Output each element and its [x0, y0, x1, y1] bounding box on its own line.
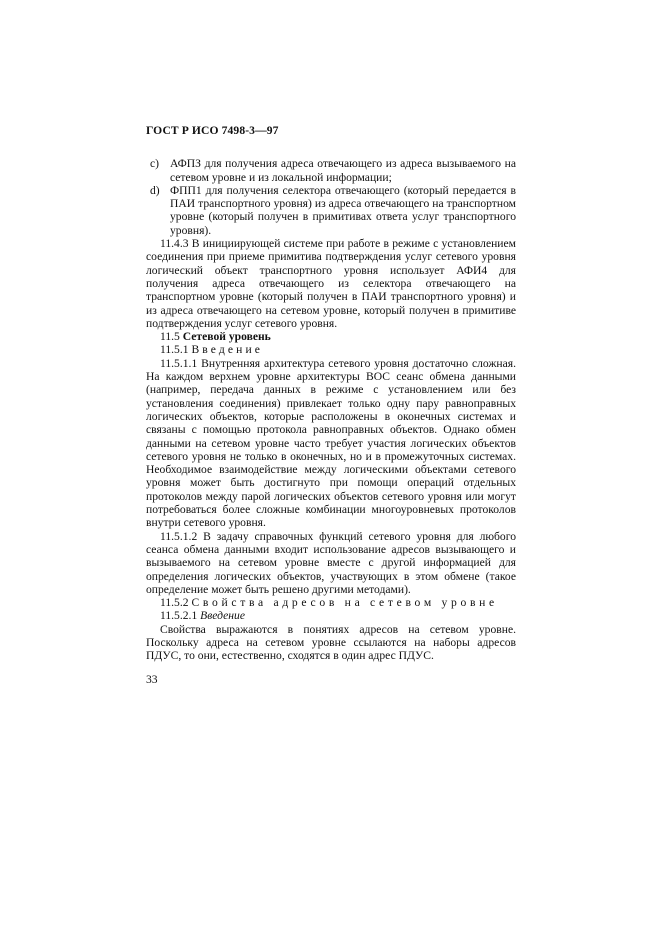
page-number: 33 — [146, 672, 158, 686]
list-text: АФПЗ для получения адреса отвечающего из адреса вызываемого на сетевом уровне и из локальной информации; — [170, 157, 516, 184]
section-heading-11-5-2 — [146, 596, 516, 609]
list-text: ФПП1 для получения селектора отвечающего (который передается в ПАИ транспортного уровня) из адреса отвечающего на транспортном уровне (который получен в примитивах ответа услуг транспортного уровня). — [170, 183, 516, 237]
section-title: Сетевой уровень — [182, 330, 271, 344]
section-heading-11-5-1 — [146, 343, 516, 356]
section-title: Введение — [200, 609, 245, 623]
section-number: 11.5.2.1 — [160, 609, 198, 623]
paragraph-11-5-1-1: 11.5.1.1 Внутренняя архитектура сетевого уровня достаточно сложная. На каждом верхнем уровне архитектуры ВОС сеанс обмена данными (например, передача данных в режиме с установлением или без установления соединения) привлекает только одну пару равноправных логических объектов, которые расположены в оконечных системах и связаны с помощью протокола равноправных объектов. Однако обмен данными на сетевом уровне часто требует участия логических объектов сетевого уровня не только в оконечных, но и в промежуточных системах. Необходимое взаимодействие между логическими объектами сетевого уровня может быть достигнуто при помощи операций отдельных протоколов между парой логических объектов сетевого уровня или могут потребоваться более сложные комбинации многоуровневых протоколов внутри сетевого уровня. — [146, 356, 516, 530]
list-item-d — [146, 184, 516, 237]
section-heading-11-5 — [146, 330, 516, 343]
paragraph-properties: Свойства выражаются в понятиях адресов на сетевом уровне. Поскольку адреса на сетевом уровне ссылаются на наборы адресов ПДУС, то они, естественно, сходятся в один адрес ПДУС. — [146, 622, 516, 663]
section-number: 11.5.1 — [160, 343, 189, 357]
document-page — [146, 124, 516, 686]
list-marker: c) — [150, 157, 160, 171]
list-item-c — [146, 157, 516, 184]
list-marker: d) — [150, 183, 160, 197]
section-number: 11.5 — [160, 330, 180, 344]
section-heading-11-5-2-1 — [146, 609, 516, 622]
document-header: ГОСТ Р ИСО 7498-3—97 — [146, 124, 279, 137]
section-title: Введение — [191, 343, 264, 357]
paragraph-11-4-3: 11.4.3 В инициирующей системе при работе в режиме с установлением соединения при приеме примитива подтверждения услуг сетевого уровня логический объект транспортного уровня использует АФИ4 для получения адреса отвечающего из селектора отвечающего на транспортном уровне (который получен в ПАИ транспортного уровня) и из адреса отвечающего на сетевом уровне, который получен в примитиве подтверждения услуг сетевого уровня. — [146, 237, 516, 330]
section-title: Свойства адресов на сетевом уровне — [191, 596, 498, 610]
paragraph-11-5-1-2: 11.5.1.2 В задачу справочных функций сетевого уровня для любого сеанса обмена данными входит использование адресов вызывающего и вызываемого на сетевом уровне вместе с другой информацией для определения логических объектов, участвующих в этом обмене (такое определение может быть решено другими методами). — [146, 529, 516, 596]
section-number: 11.5.2 — [160, 596, 189, 610]
